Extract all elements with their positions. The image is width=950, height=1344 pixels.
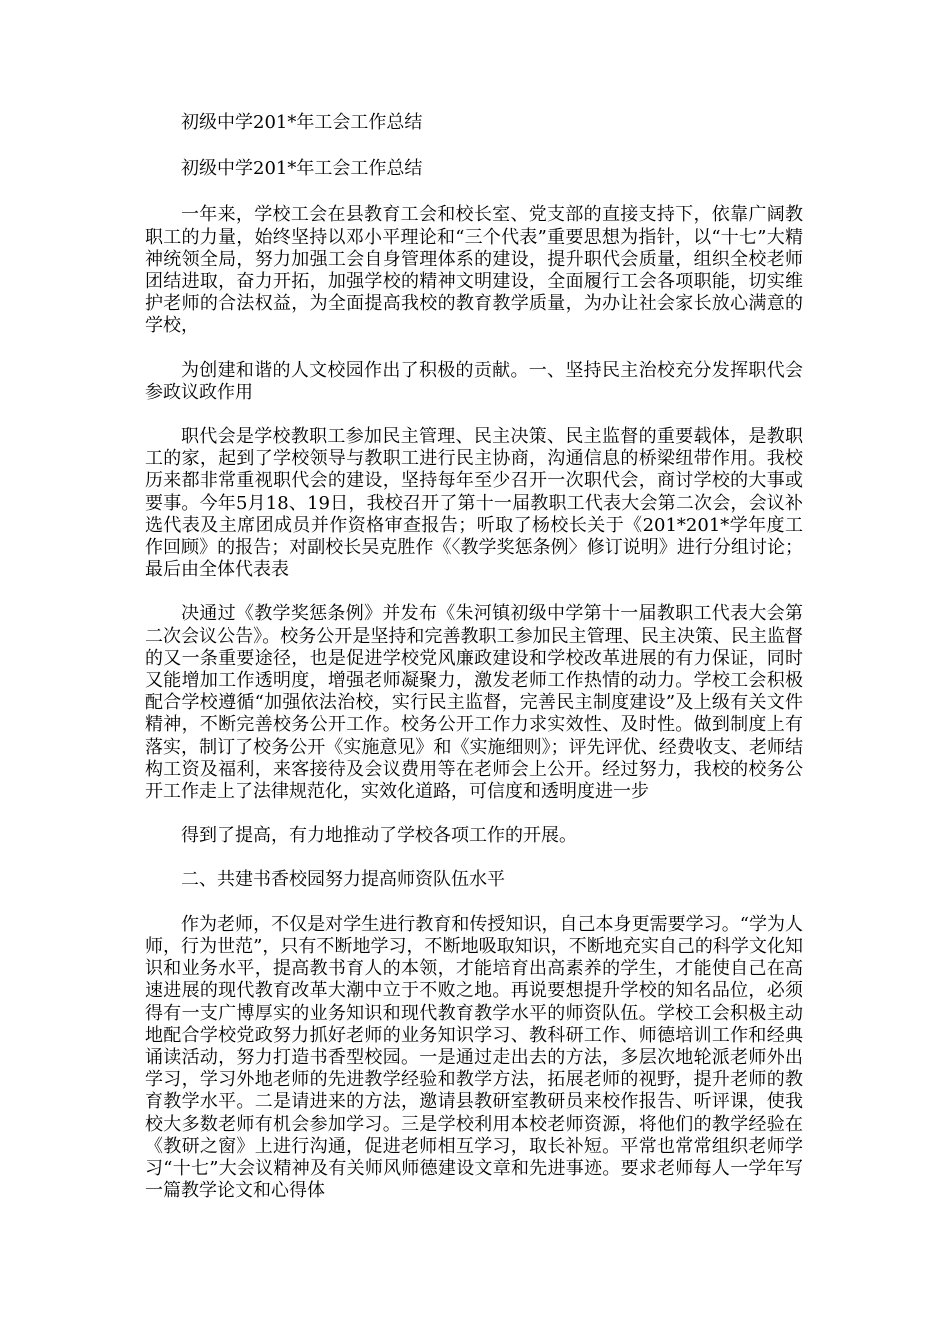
document-title: 初级中学201*年工会工作总结 — [181, 112, 423, 133]
paragraph-section-2-heading: 二、共建书香校园努力提高师资队伍水平 — [181, 869, 505, 891]
document-subtitle: 初级中学201*年工会工作总结 — [181, 158, 423, 180]
paragraph-intro: 一年来，学校工会在县教育工会和校长室、党支部的直接支持下，依靠广阔教职工的力量，始终坚持以邓小平理论和“三个代表”重要思想为指针，以“十七”大精神统领全局，努力加强工会自身管理体系的建设，提升职代会质量，组织全校老师团结进取，奋力开拓，加强学校的精神文明建设，全面履行工会各项职能，切实维护老师的合法权益，为全面提高我校的教育教学质量，为办让社会家长放心满意的学校， — [145, 204, 803, 337]
paragraph-results: 得到了提高，有力地推动了学校各项工作的开展。 — [181, 825, 577, 847]
document-body — [145, 112, 803, 1224]
paragraph-school-affairs: 决通过《教学奖惩条例》并发布《朱河镇初级中学第十一届教职工代表大会第二次会议公告》。校务公开是坚持和完善教职工参加民主管理、民主决策、民主监督的又一条重要途径，也是促进学校党风廉政建设和学校改革进展的有力保证，同时又能增加工作透明度，增强老师凝聚力，激发老师工作热情的动力。学校工会积极配合学校遵循“加强依法治校，实行民主监督，完善民主制度建设”及上级有关文件精神，不断完善校务公开工作。校务公开工作力求实效性、及时性。做到制度上有落实，制订了校务公开《实施意见》和《实施细则》；评先评优、经费收支、老师结构工资及福利，来客接待及会议费用等在老师会上公开。经过努力，我校的校务公开工作走上了法律规范化，实效化道路，可信度和透明度进一步 — [145, 603, 803, 803]
paragraph-staff-congress: 职代会是学校教职工参加民主管理、民主决策、民主监督的重要载体，是教职工的家，起到了学校领导与教职工进行民主协商，沟通信息的桥梁纽带作用。我校历来都非常重视职代会的建设，坚持每年至少召开一次职代会，商讨学校的大事或要事。今年5月18、19日，我校召开了第十一届教职工代表大会第二次会，会议补选代表及主席团成员并作资格审查报告；听取了杨校长关于《201*201*学年度工作回顾》的报告；对副校长吴克胜作《〈教学奖惩条例〉修订说明》进行分组讨论；最后由全体代表表 — [145, 426, 803, 581]
paragraph-teacher-training: 作为老师，不仅是对学生进行教育和传授知识，自己本身更需要学习。“学为人师，行为世范”，只有不断地学习，不断地吸取知识，不断地充实自己的科学文化知识和业务水平，提高教书育人的本领，才能培育出高素养的学生，才能使自己在高速进展的现代教育改革大潮中立于不败之地。再说要想提升学校的知名品位，必须得有一支广博厚实的业务知识和现代教育教学水平的师资队伍。学校工会积极主动地配合学校党政努力抓好老师的业务知识学习、教科研工作、师德培训工作和经典诵读活动，努力打造书香型校园。一是通过走出去的方法，多层次地轮派老师外出学习，学习外地老师的先进教学经验和教学方法，拓展老师的视野，提升老师的教育教学水平。二是请进来的方法，邀请县教研室教研员来校作报告、听评课，使我校大多数老师有机会参加学习。三是学校利用本校老师资源，将他们的教学经验在《教研之窗》上进行沟通，促进老师相互学习，取长补短。平常也常常组织老师学习“十七”大会议精神及有关师风师德建设文章和先进事迹。要求老师每人一学年写一篇教学论文和心得体 — [145, 913, 803, 1202]
paragraph-section-1-heading: 为创建和谐的人文校园作出了积极的贡献。一、坚持民主治校充分发挥职代会参政议政作用 — [145, 359, 803, 403]
